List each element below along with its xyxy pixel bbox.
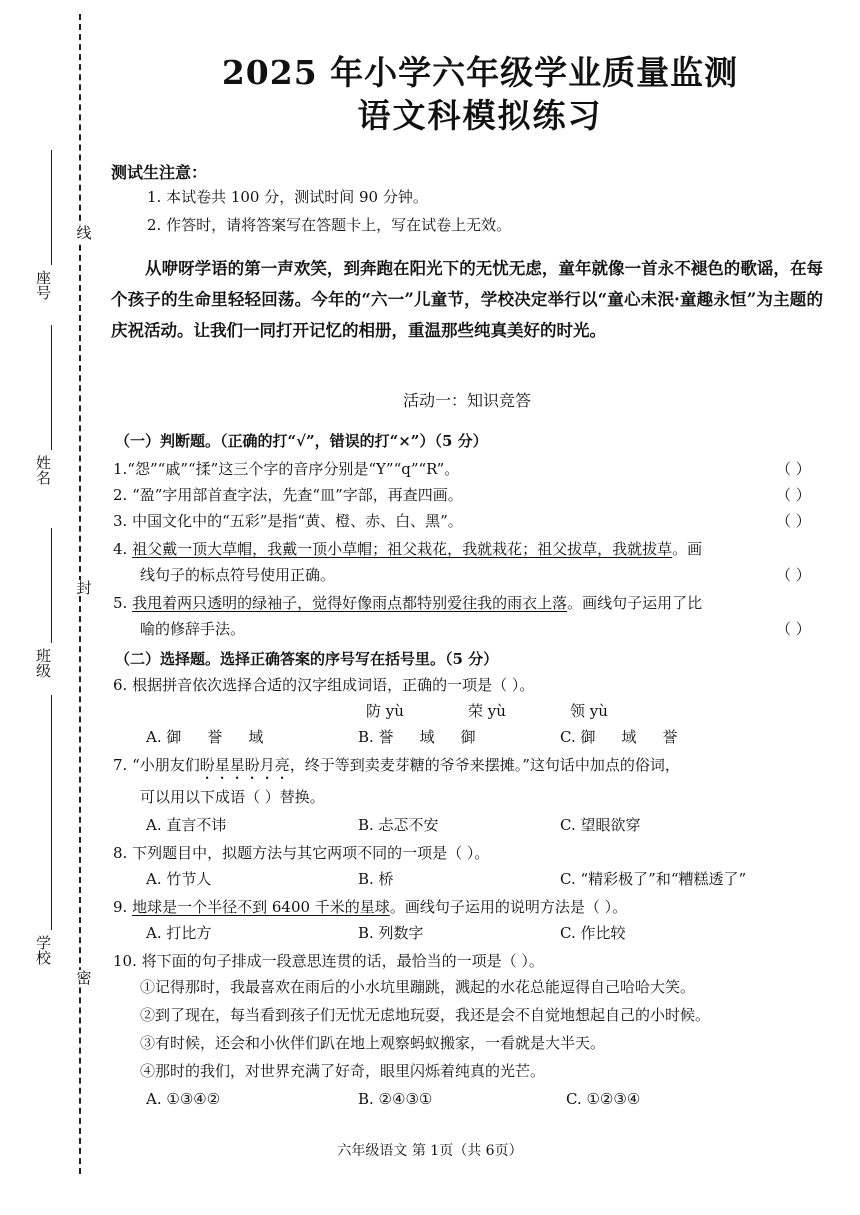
q10-sentence-1: ①记得那时，我最喜欢在雨后的小水坑里蹦跳，溅起的水花总能逗得自己哈哈大笑。 (140, 978, 696, 996)
class-label: 班级 (34, 648, 52, 678)
q7-option-b[interactable]: B. 忐忑不安 (358, 816, 439, 834)
question-4-number: 4. (113, 540, 133, 558)
question-9-underlined: 地球是一个半径不到 6400 千米的星球 (132, 898, 390, 916)
name-line (51, 325, 52, 450)
page-footer: 六年级语文 第 1页（共 6页） (337, 1143, 523, 1159)
q8-option-b[interactable]: B. 桥 (358, 870, 394, 888)
question-4-underlined: 祖父戴一顶大草帽，我戴一顶小草帽；祖父栽花，我就栽花；祖父拔草，我就拔草 (132, 540, 673, 558)
question-9 (113, 896, 627, 917)
q10-option-b[interactable]: B. ②④③① (358, 1090, 433, 1108)
question-9-rest: 。画线句子运用的说明方法是（ ）。 (389, 898, 628, 916)
answer-paren-5[interactable]: （ ） (776, 620, 811, 638)
notice-item: 2. 作答时，请将答案写在答题卡上，写在试卷上无效。 (147, 216, 512, 234)
question-4-line2: 线句子的标点符号使用正确。 (140, 566, 336, 584)
q6-option-c[interactable] (560, 726, 678, 747)
q6-option-c-3: 誉 (662, 728, 678, 746)
answer-paren-3[interactable]: （ ） (776, 512, 811, 530)
q9-option-a[interactable]: A. 打比方 (146, 924, 212, 942)
question-7-line2: 可以用以下成语（ ）替换。 (140, 788, 325, 806)
question-5-underlined: 我甩着两只透明的绿袖子，觉得好像雨点都特别爱往我的雨衣上落 (132, 594, 568, 612)
question-1: 1.“怨”“戚”“揉”这三个字的音序分别是“Y”“q”“R”。 (113, 460, 460, 478)
q6-option-a-2: 誉 (207, 728, 223, 746)
question-7-end: ，终于等到卖麦芽糖的爷爷来摆摊。”这句话中加点的俗词， (289, 756, 680, 774)
question-4-rest: 。画 (672, 540, 703, 558)
class-line (51, 528, 52, 643)
notice-title: 测试生注意： (111, 163, 208, 182)
class-field[interactable] (34, 648, 54, 678)
answer-paren-4[interactable]: （ ） (776, 566, 811, 584)
q6-option-a[interactable] (146, 726, 263, 747)
question-3: 3. 中国文化中的“五彩”是指“黄、橙、赤、白、黑”。 (113, 512, 463, 530)
q6-pinyin-2: 荣 yù (468, 702, 506, 720)
q6-option-b-1: B. 誉 (358, 728, 394, 746)
question-9-number: 9. (113, 898, 133, 916)
q6-option-c-2: 域 (621, 728, 637, 746)
notice-item: 1. 本试卷共 100 分，测试时间 90 分钟。 (147, 188, 428, 206)
school-line (51, 695, 52, 930)
exam-title: 2025 年小学六年级学业质量监测 (221, 53, 739, 92)
q10-sentence-4: ④那时的我们，对世界充满了好奇，眼里闪烁着纯真的光芒。 (140, 1062, 546, 1080)
q7-option-c[interactable]: C. 望眼欲穿 (560, 816, 641, 834)
exam-subtitle: 语文科模拟练习 (357, 96, 603, 135)
q10-option-c[interactable]: C. ①②③④ (566, 1090, 641, 1108)
q6-option-c-1: C. 御 (560, 728, 596, 746)
answer-paren-2[interactable]: （ ） (776, 486, 811, 504)
question-7 (113, 754, 680, 783)
name-field[interactable] (34, 455, 54, 485)
q6-option-a-1: A. 御 (146, 728, 182, 746)
q6-option-b-3: 御 (460, 728, 476, 746)
margin-mark-secret: 密 (76, 969, 92, 987)
question-4 (113, 538, 702, 559)
answer-paren-1[interactable]: （ ） (776, 460, 811, 478)
q6-pinyin-3: 领 yù (570, 702, 608, 720)
part2-heading: （二）选择题。选择正确答案的序号写在括号里。（5 分） (115, 650, 499, 668)
q10-sentence-3: ③有时候，还会和小伙伴们趴在地上观察蚂蚁搬家，一看就是大半天。 (140, 1034, 606, 1052)
q6-option-b-2: 域 (419, 728, 435, 746)
q9-option-b[interactable]: B. 列数字 (358, 924, 424, 942)
q8-option-c[interactable]: C. “精彩极了”和“糟糕透了” (560, 870, 747, 888)
part1-heading: （一）判断题。（正确的打“√”，错误的打“×”）（5 分） (115, 432, 488, 450)
margin-mark-line: 线 (76, 224, 92, 242)
question-7-start: 7. “小朋友们 (113, 756, 200, 774)
school-field[interactable] (34, 935, 54, 965)
margin-mark-seal: 封 (76, 579, 92, 597)
school-label: 学校 (34, 935, 52, 965)
q6-pinyin-1: 防 yù (366, 702, 404, 720)
question-10: 10. 将下面的句子排成一段意思连贯的话，最恰当的一项是（ ）。 (113, 952, 544, 970)
q6-option-b[interactable] (358, 726, 476, 747)
intro-paragraph: 从咿呀学语的第一声欢笑，到奔跑在阳光下的无忧无虑，童年就像一首永不褪色的歌谣，在每个孩子的生命里轻轻回荡。今年的“六一”儿童节，学校决定举行以“童心未泯·童趣永恒”为主题的庆祝活动。让我们一同打开记忆的相册，重温那些纯真美好的时光。 (111, 259, 823, 340)
q9-option-c[interactable]: C. 作比较 (560, 924, 626, 942)
question-6: 6. 根据拼音依次选择合适的汉字组成词语，正确的一项是（ ）。 (113, 676, 535, 694)
seat-number-label: 座号 (34, 270, 52, 300)
question-7-dotted: 盼星星盼月亮 (199, 756, 290, 774)
q8-option-a[interactable]: A. 竹节人 (146, 870, 212, 888)
question-2: 2. “盈”字用部首查字法，先查“皿”字部，再查四画。 (113, 486, 463, 504)
q7-option-a[interactable]: A. 直言不讳 (146, 816, 227, 834)
question-5-number: 5. (113, 594, 133, 612)
name-label: 姓名 (34, 455, 52, 485)
question-5-line2: 喻的修辞手法。 (140, 620, 246, 638)
question-8: 8. 下列题目中，拟题方法与其它两项不同的一项是（ ）。 (113, 844, 490, 862)
q6-option-a-3: 域 (248, 728, 264, 746)
seat-number-line (51, 150, 52, 265)
question-5-rest: 。画线句子运用了比 (567, 594, 703, 612)
question-5 (113, 592, 702, 613)
activity-title: 活动一：知识竞答 (402, 391, 531, 410)
q10-sentence-2: ②到了现在，每当看到孩子们无忧无虑地玩耍，我还是会不自觉地想起自己的小时候。 (140, 1006, 711, 1024)
seat-number-field[interactable] (34, 270, 54, 300)
q10-option-a[interactable]: A. ①③④② (146, 1090, 221, 1108)
